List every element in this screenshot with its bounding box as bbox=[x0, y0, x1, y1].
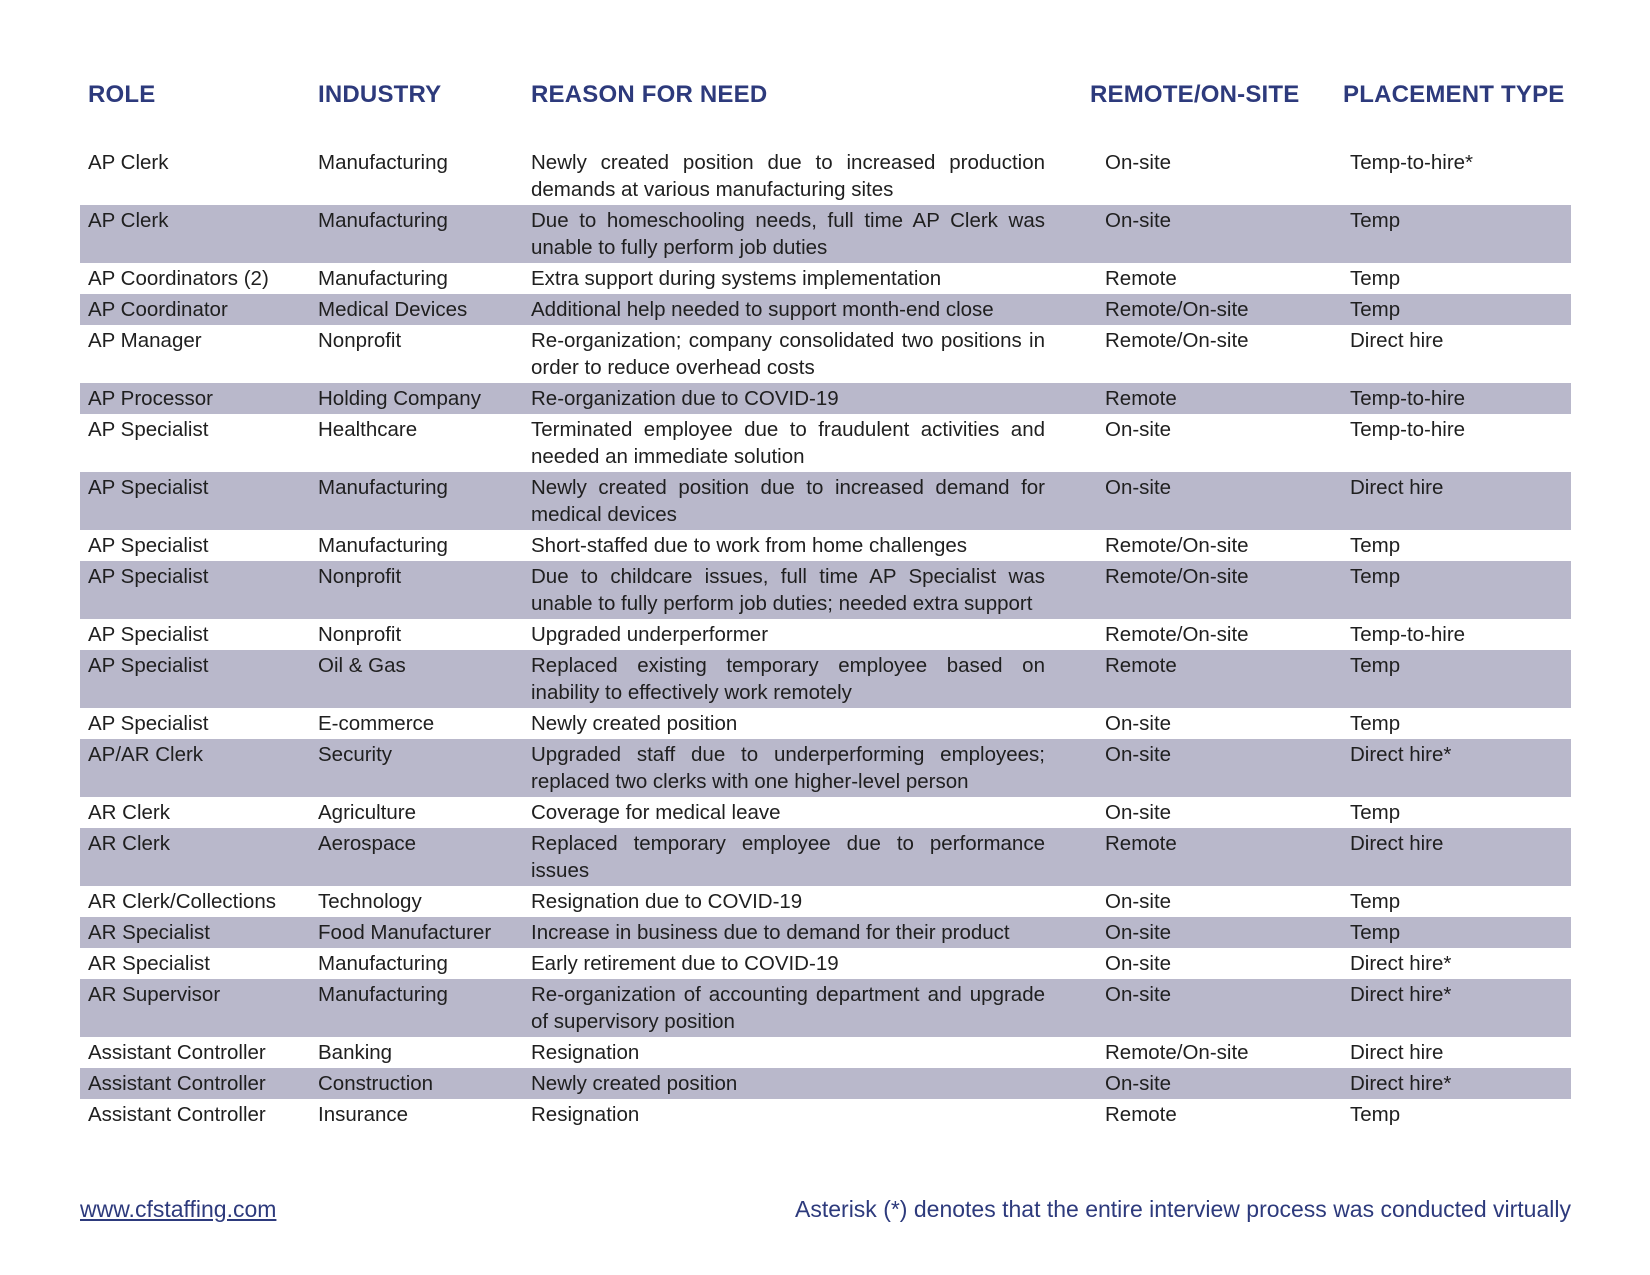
role-cell: AR Specialist bbox=[88, 921, 210, 944]
reason-cell: Newly created position due to increased production demands at various manufacturing sites bbox=[531, 151, 1045, 201]
role-cell: AP Specialist bbox=[88, 476, 209, 499]
table-row bbox=[80, 263, 1571, 294]
role-cell: AP Clerk bbox=[88, 209, 169, 232]
role-cell: AP Specialist bbox=[88, 654, 209, 677]
reason-cell: Re-organization of accounting department and upgrade of supervisory position bbox=[531, 983, 1045, 1033]
role-cell: AP Specialist bbox=[88, 623, 209, 646]
placement-type-cell: Direct hire* bbox=[1350, 743, 1452, 766]
industry-cell: Manufacturing bbox=[318, 151, 448, 174]
table-row bbox=[80, 383, 1571, 414]
remote-onsite-cell: On-site bbox=[1105, 1072, 1172, 1095]
table-row bbox=[80, 472, 1571, 530]
column-header-placement-type: PLACEMENT TYPE bbox=[1343, 81, 1565, 108]
role-cell: AP Clerk bbox=[88, 151, 169, 174]
table-row bbox=[80, 948, 1571, 979]
asterisk-note: Asterisk (*) denotes that the entire interview process was conducted virtually bbox=[795, 1196, 1571, 1222]
industry-cell: Technology bbox=[318, 890, 422, 913]
placement-type-cell: Temp-to-hire bbox=[1350, 387, 1466, 410]
remote-onsite-cell: Remote bbox=[1105, 1103, 1177, 1126]
reason-cell: Terminated employee due to fraudulent activities and needed an immediate solution bbox=[531, 418, 1045, 468]
reason-cell: Additional help needed to support month-end close bbox=[531, 298, 994, 321]
remote-onsite-cell: On-site bbox=[1105, 712, 1172, 735]
placement-type-cell: Temp bbox=[1350, 890, 1401, 913]
table-row bbox=[80, 797, 1571, 828]
industry-cell: Manufacturing bbox=[318, 476, 448, 499]
placement-type-cell: Temp bbox=[1350, 298, 1401, 321]
role-cell: AR Specialist bbox=[88, 952, 210, 975]
table-row bbox=[80, 561, 1571, 619]
reason-cell: Early retirement due to COVID-19 bbox=[531, 952, 839, 975]
table-row bbox=[80, 886, 1571, 917]
column-header-reason: REASON FOR NEED bbox=[531, 81, 768, 108]
industry-cell: Oil & Gas bbox=[318, 654, 406, 677]
role-cell: AP Coordinators (2) bbox=[88, 267, 269, 290]
placement-type-cell: Direct hire bbox=[1350, 329, 1444, 352]
table-row bbox=[80, 979, 1571, 1037]
placement-type-cell: Temp bbox=[1350, 921, 1401, 944]
industry-cell: Aerospace bbox=[318, 832, 417, 855]
remote-onsite-cell: Remote/On-site bbox=[1105, 623, 1249, 646]
role-cell: AR Clerk bbox=[88, 832, 171, 855]
industry-cell: Healthcare bbox=[318, 418, 418, 441]
role-cell: AR Supervisor bbox=[88, 983, 221, 1006]
industry-cell: Insurance bbox=[318, 1103, 409, 1126]
reason-cell: Upgraded underperformer bbox=[531, 623, 769, 646]
reason-cell: Newly created position bbox=[531, 712, 738, 735]
remote-onsite-cell: Remote/On-site bbox=[1105, 329, 1249, 352]
placement-type-cell: Temp-to-hire* bbox=[1350, 151, 1474, 174]
industry-cell: E-commerce bbox=[318, 712, 435, 735]
table-body bbox=[80, 147, 1571, 1130]
reason-cell: Re-organization due to COVID-19 bbox=[531, 387, 839, 410]
table-row bbox=[80, 325, 1571, 383]
reason-cell: Replaced temporary employee due to performance issues bbox=[531, 832, 1045, 882]
role-cell: AP Manager bbox=[88, 329, 202, 352]
table-row bbox=[80, 530, 1571, 561]
role-cell: AP Specialist bbox=[88, 418, 209, 441]
table-row bbox=[80, 917, 1571, 948]
placement-type-cell: Temp bbox=[1350, 712, 1401, 735]
column-header-industry: INDUSTRY bbox=[318, 81, 442, 108]
table-row bbox=[80, 650, 1571, 708]
industry-cell: Medical Devices bbox=[318, 298, 468, 321]
reason-cell: Newly created position bbox=[531, 1072, 738, 1095]
placement-type-cell: Direct hire bbox=[1350, 832, 1444, 855]
industry-cell: Nonprofit bbox=[318, 329, 402, 352]
placement-type-cell: Temp bbox=[1350, 534, 1401, 557]
industry-cell: Manufacturing bbox=[318, 209, 448, 232]
remote-onsite-cell: On-site bbox=[1105, 418, 1172, 441]
reason-cell: Resignation bbox=[531, 1041, 640, 1064]
placement-type-cell: Temp bbox=[1350, 654, 1401, 677]
industry-cell: Manufacturing bbox=[318, 267, 448, 290]
placement-type-cell: Direct hire bbox=[1350, 476, 1444, 499]
remote-onsite-cell: On-site bbox=[1105, 743, 1172, 766]
reason-cell: Re-organization; company consolidated two positions in order to reduce overhead costs bbox=[531, 329, 1045, 379]
reason-cell: Upgraded staff due to underperforming employees; replaced two clerks with one higher-level person bbox=[531, 743, 1045, 793]
placement-type-cell: Temp-to-hire bbox=[1350, 418, 1466, 441]
remote-onsite-cell: On-site bbox=[1105, 952, 1172, 975]
table-row bbox=[80, 1099, 1571, 1130]
role-cell: AP/AR Clerk bbox=[88, 743, 204, 766]
reason-cell: Coverage for medical leave bbox=[531, 801, 781, 824]
industry-cell: Security bbox=[318, 743, 393, 766]
table-row bbox=[80, 1068, 1571, 1099]
role-cell: AP Specialist bbox=[88, 565, 209, 588]
reason-cell: Increase in business due to demand for their product bbox=[531, 921, 1010, 944]
table-row bbox=[80, 294, 1571, 325]
website-link[interactable]: www.cfstaffing.com bbox=[80, 1196, 277, 1222]
placement-type-cell: Temp bbox=[1350, 565, 1401, 588]
table-row bbox=[80, 739, 1571, 797]
role-cell: Assistant Controller bbox=[88, 1041, 266, 1064]
reason-cell: Resignation bbox=[531, 1103, 640, 1126]
table-row bbox=[80, 828, 1571, 886]
table-row bbox=[80, 205, 1571, 263]
placement-type-cell: Direct hire* bbox=[1350, 1072, 1452, 1095]
placement-type-cell: Temp bbox=[1350, 267, 1401, 290]
reason-cell: Extra support during systems implementation bbox=[531, 267, 942, 290]
placement-type-cell: Temp bbox=[1350, 1103, 1401, 1126]
remote-onsite-cell: On-site bbox=[1105, 983, 1172, 1006]
remote-onsite-cell: Remote/On-site bbox=[1105, 298, 1249, 321]
placement-type-cell: Temp bbox=[1350, 801, 1401, 824]
remote-onsite-cell: Remote/On-site bbox=[1105, 565, 1249, 588]
remote-onsite-cell: Remote bbox=[1105, 267, 1177, 290]
placement-type-cell: Direct hire* bbox=[1350, 952, 1452, 975]
remote-onsite-cell: On-site bbox=[1105, 801, 1172, 824]
remote-onsite-cell: On-site bbox=[1105, 890, 1172, 913]
reason-cell: Replaced existing temporary employee based on inability to effectively work remotely bbox=[531, 654, 1045, 704]
placement-type-cell: Direct hire* bbox=[1350, 983, 1452, 1006]
reason-cell: Due to homeschooling needs, full time AP Clerk was unable to fully perform job duties bbox=[531, 209, 1045, 259]
industry-cell: Agriculture bbox=[318, 801, 416, 824]
remote-onsite-cell: On-site bbox=[1105, 209, 1172, 232]
role-cell: AP Processor bbox=[88, 387, 213, 410]
industry-cell: Nonprofit bbox=[318, 565, 402, 588]
remote-onsite-cell: Remote/On-site bbox=[1105, 534, 1249, 557]
industry-cell: Nonprofit bbox=[318, 623, 402, 646]
column-header-remote-onsite: REMOTE/ON-SITE bbox=[1090, 81, 1300, 108]
table-row bbox=[80, 708, 1571, 739]
industry-cell: Banking bbox=[318, 1041, 393, 1064]
remote-onsite-cell: Remote bbox=[1105, 387, 1177, 410]
column-header-role: ROLE bbox=[88, 81, 156, 108]
role-cell: AP Specialist bbox=[88, 534, 209, 557]
industry-cell: Food Manufacturer bbox=[318, 921, 492, 944]
remote-onsite-cell: On-site bbox=[1105, 921, 1172, 944]
remote-onsite-cell: On-site bbox=[1105, 151, 1172, 174]
role-cell: Assistant Controller bbox=[88, 1072, 266, 1095]
role-cell: AR Clerk/Collections bbox=[88, 890, 276, 913]
role-cell: AP Coordinator bbox=[88, 298, 228, 321]
reason-cell: Resignation due to COVID-19 bbox=[531, 890, 803, 913]
industry-cell: Construction bbox=[318, 1072, 434, 1095]
role-cell: AP Specialist bbox=[88, 712, 209, 735]
remote-onsite-cell: Remote/On-site bbox=[1105, 1041, 1249, 1064]
remote-onsite-cell: On-site bbox=[1105, 476, 1172, 499]
role-cell: Assistant Controller bbox=[88, 1103, 266, 1126]
industry-cell: Manufacturing bbox=[318, 534, 448, 557]
table-row bbox=[80, 619, 1571, 650]
table-row bbox=[80, 414, 1571, 472]
reason-cell: Due to childcare issues, full time AP Specialist was unable to fully perform job duties; needed extra support bbox=[531, 565, 1045, 615]
reason-cell: Short-staffed due to work from home challenges bbox=[531, 534, 968, 557]
reason-cell: Newly created position due to increased demand for medical devices bbox=[531, 476, 1045, 526]
placement-type-cell: Direct hire bbox=[1350, 1041, 1444, 1064]
industry-cell: Manufacturing bbox=[318, 952, 448, 975]
remote-onsite-cell: Remote bbox=[1105, 832, 1177, 855]
industry-cell: Holding Company bbox=[318, 387, 481, 410]
role-cell: AR Clerk bbox=[88, 801, 171, 824]
table-row bbox=[80, 147, 1571, 205]
industry-cell: Manufacturing bbox=[318, 983, 448, 1006]
table-header-row bbox=[80, 80, 1571, 112]
table-row bbox=[80, 1037, 1571, 1068]
placement-type-cell: Temp-to-hire bbox=[1350, 623, 1466, 646]
placement-type-cell: Temp bbox=[1350, 209, 1401, 232]
remote-onsite-cell: Remote bbox=[1105, 654, 1177, 677]
